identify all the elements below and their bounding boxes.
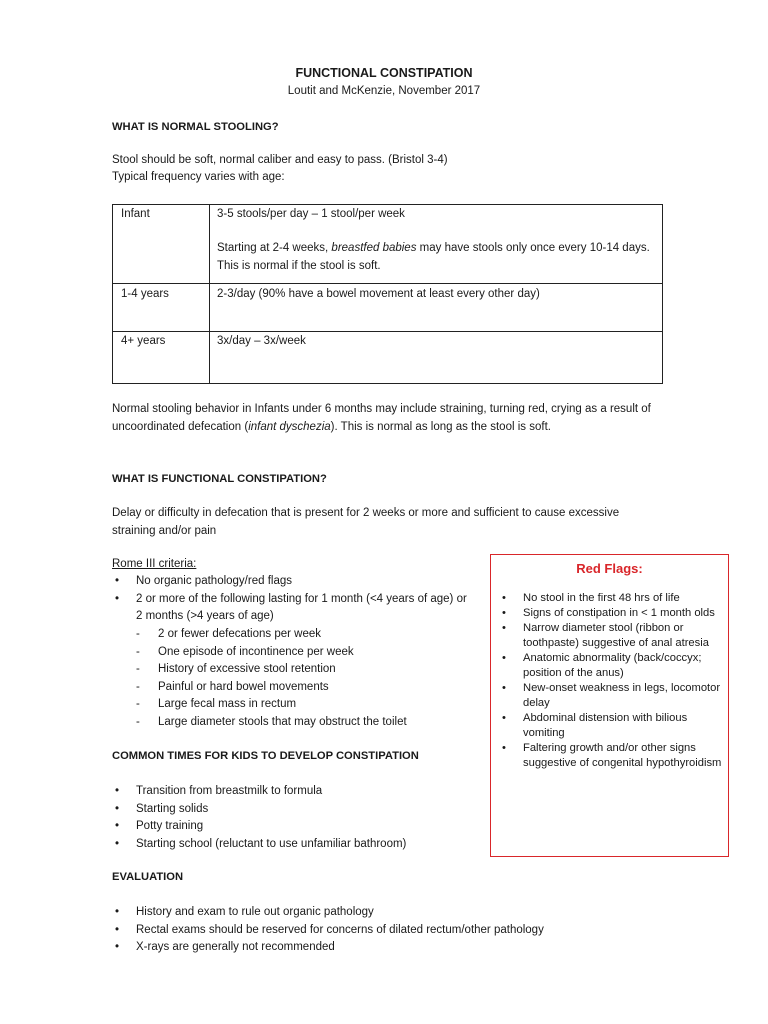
bullet-glyph: • [115,592,120,605]
bullet-glyph: • [502,607,506,619]
section-heading-common-times: COMMON TIMES FOR KIDS TO DEVELOP CONSTIPATION [112,750,419,762]
common-time-text: Starting solids [136,802,209,815]
dash-glyph: - [136,680,140,693]
list-item [112,573,472,591]
bullet-glyph: • [502,622,506,634]
table-column-divider [209,205,210,383]
functional-constipation-definition: Delay or difficulty in defecation that is present for 2 weeks or more and sufficient to cause excessive straining and/or pain [112,507,620,537]
document-subtitle: Loutit and McKenzie, November 2017 [287,85,481,97]
list-item [136,661,466,679]
bullet-glyph: • [502,682,506,694]
infant-dyschezia-emphasis: infant dyschezia [248,420,331,433]
dash-glyph: - [136,663,140,675]
red-flag-text: Narrow diameter stool (ribbon or toothpaste) suggestive of anal atresia [523,622,709,649]
list-item [112,939,672,957]
subitem-text: History of excessive stool retention [158,663,336,675]
list-item [499,681,723,711]
rome-criteria-label: Rome III criteria: [112,558,197,570]
table-row-divider [113,283,662,284]
evaluation-text: History and exam to rule out organic pathology [136,906,374,918]
subitem-text: One episode of incontinence per week [158,645,354,658]
bullet-glyph: • [115,575,120,587]
table-cell-age-4-plus-years: 4+ years [121,335,166,347]
breastfed-babies-emphasis: breastfed babies [331,242,417,254]
bullet-glyph: • [115,785,120,797]
list-item [112,801,472,819]
table-cell-age-infant: Infant [121,208,150,220]
dash-glyph: - [136,698,140,710]
list-item [499,651,723,681]
list-item [136,696,466,714]
table-row-divider [113,331,662,332]
list-item [499,591,723,606]
list-item [499,711,723,741]
list-item [136,626,466,644]
evaluation-text: Rectal exams should be reserved for concerns of dilated rectum/other pathology [136,923,544,936]
common-time-text: Transition from breastmilk to formula [136,785,323,797]
bullet-glyph: • [115,906,120,918]
normal-stooling-line-2: Typical frequency varies with age: [112,171,285,183]
table-cell-1-4-years-frequency: 2-3/day (90% have a bowel movement at least every other day) [217,288,540,300]
bullet-glyph: • [502,742,506,754]
list-item [136,714,466,732]
dash-glyph: - [136,645,140,658]
section-heading-evaluation: EVALUATION [112,871,184,883]
infant-note-text-end: ). This is normal as long as the stool is soft. [330,420,551,433]
bullet-glyph: • [502,712,506,724]
red-flags-box [490,554,729,857]
list-item [112,922,672,940]
table-cell-4-plus-years-frequency: 3x/day – 3x/week [217,335,306,347]
bullet-glyph: • [115,802,120,815]
normal-stooling-line-1: Stool should be soft, normal caliber and easy to pass. (Bristol 3-4) [112,154,448,166]
bullet-glyph: • [502,592,506,604]
list-item [136,679,466,697]
list-item [112,783,472,801]
dash-glyph: - [136,628,140,640]
rome-criteria-subitems [136,626,466,731]
section-heading-functional-constipation: WHAT IS FUNCTIONAL CONSTIPATION? [112,473,327,485]
red-flag-text: New-onset weakness in legs, locomotor delay [523,682,721,709]
table-cell-age-1-4-years: 1-4 years [121,288,169,300]
red-flag-text: Faltering growth and/or other signs suggestive of congenital hypothyroidism [523,742,722,769]
common-time-text: Starting school (reluctant to use unfamiliar bathroom) [136,837,407,850]
bullet-glyph: • [502,652,506,664]
list-item [112,818,472,836]
list-item [136,644,466,662]
list-item [499,741,723,771]
red-flags-list [499,591,723,771]
document-title: FUNCTIONAL CONSTIPATION [295,66,473,80]
bullet-glyph: • [115,820,120,832]
common-time-text: Potty training [136,820,204,832]
bullet-glyph: • [115,837,120,850]
breastfed-note-text-end: may have stools only once every 10-14 days. This is normal if the stool is soft. [217,242,650,272]
bullet-glyph: • [115,941,120,953]
list-item [112,591,472,626]
subitem-text: Painful or hard bowel movements [158,680,329,693]
list-item [112,836,472,854]
bullet-glyph: • [115,923,120,936]
evaluation-list [112,904,672,957]
subitem-text: 2 or fewer defecations per week [158,628,322,640]
infant-note-text: Normal stooling behavior in Infants under 6 months may include straining, turning red, crying as a result of uncoordinated defecation ( [112,403,651,433]
breastfed-note-text: Starting at 2-4 weeks, [217,242,332,254]
criteria-no-red-flags: No organic pathology/red flags [136,575,292,587]
red-flag-text: Signs of constipation in < 1 month olds [523,607,715,619]
section-heading-normal-stooling: WHAT IS NORMAL STOOLING? [112,121,279,133]
red-flag-text: No stool in the first 48 hrs of life [523,592,680,604]
infant-dyschezia-paragraph [112,401,660,436]
stool-frequency-table [112,204,663,384]
criteria-duration: 2 or more of the following lasting for 1 month (<4 years of age) or 2 months (>4 years of age) [136,592,467,622]
subitem-text: Large fecal mass in rectum [158,698,297,710]
evaluation-text: X-rays are generally not recommended [136,941,335,953]
table-cell-infant-frequency: 3-5 stools/per day – 1 stool/per week [217,208,405,220]
list-item [112,904,672,922]
rome-criteria-list [112,573,472,626]
red-flag-text: Abdominal distension with bilious vomiting [523,712,688,739]
red-flags-title: Red Flags: [576,561,643,576]
dash-glyph: - [136,715,140,728]
subitem-text: Large diameter stools that may obstruct the toilet [158,715,407,728]
list-item [499,621,723,651]
red-flag-text: Anatomic abnormality (back/coccyx; position of the anus) [523,652,702,679]
list-item [499,606,723,621]
table-cell-infant-breastfed-note [217,240,657,275]
common-times-list [112,783,472,853]
